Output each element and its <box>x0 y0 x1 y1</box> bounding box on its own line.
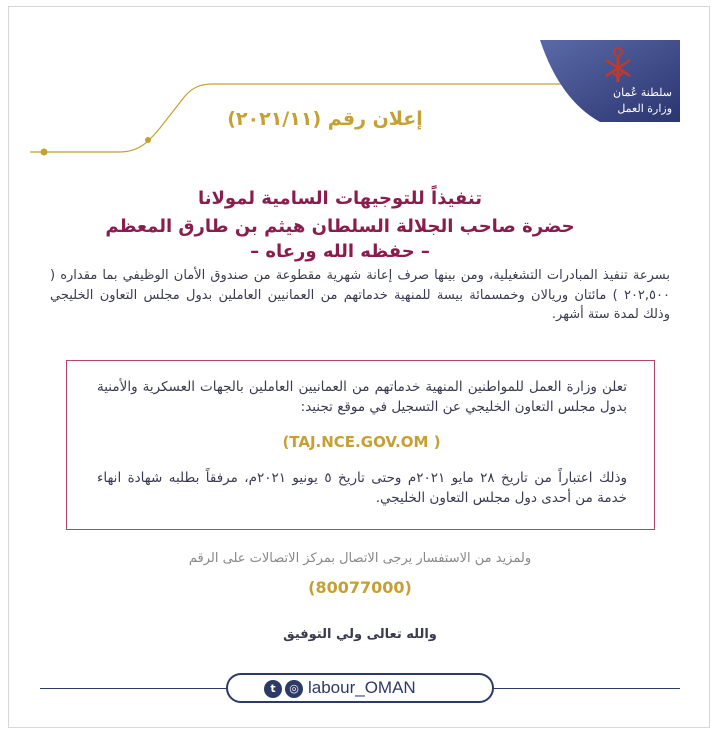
ministry-logo <box>540 40 680 122</box>
oman-emblem-icon <box>602 46 634 84</box>
heading-line-3: – حفظه الله ورعاه – <box>250 241 430 262</box>
logo-country-text: سلطنة عُمان <box>613 86 672 99</box>
heading-line-2: حضرة صاحب الجلالة السلطان هيثم بن طارق المعظم <box>105 216 575 237</box>
instagram-icon: ◎ <box>285 680 303 698</box>
social-handle-pill[interactable] <box>226 673 494 703</box>
intro-paragraph: بسرعة تنفيذ المبادرات التشغيلية، ومن بينها صرف إعانة شهرية مقطوعة من صندوق الأمان الوظيفي بما مقداره ( ٢٠٢,٥٠٠ ) مائتان وريالان وخمسمائة بيسة للمنهية خدماتهم من العمانيين العاملين بدول مجلس التعاون الخليجي وذلك لمدة ستة أشهر. <box>50 268 670 322</box>
logo-ministry-text: وزارة العمل <box>617 102 672 115</box>
registration-dates-text: وذلك اعتباراً من تاريخ ٢٨ مايو ٢٠٢١م وحتى تاريخ ٥ يونيو ٢٠٢١م، مرفقاً بطلبه شهادة انهاء خدمة من أحدى دول مجلس التعاون الخليجي. <box>97 470 627 506</box>
social-handle: labour_OMAN <box>308 678 416 697</box>
heading-line-1: تنفيذاً للتوجيهات السامية لمولانا <box>197 188 482 209</box>
registration-text: تعلن وزارة العمل للمواطنين المنهية خدماتهم من العمانيين العاملين بالجهات العسكرية والأمنية بدول مجلس التعاون الخليجي عن التسجيل في موقع تجنيد: <box>97 379 627 415</box>
closing-text: والله تعالى ولي التوفيق <box>283 627 437 642</box>
announcement-title: إعلان رقم (٢٠٢١/١١) <box>227 108 423 130</box>
registration-box <box>66 360 655 530</box>
twitter-icon: t <box>264 680 282 698</box>
registration-url[interactable]: (TAJ.NCE.GOV.OM ) <box>282 433 441 451</box>
phone-number[interactable]: (80077000) <box>308 578 412 597</box>
contact-text: ولمزيد من الاستفسار يرجى الاتصال بمركز الاتصالات على الرقم <box>188 551 532 566</box>
